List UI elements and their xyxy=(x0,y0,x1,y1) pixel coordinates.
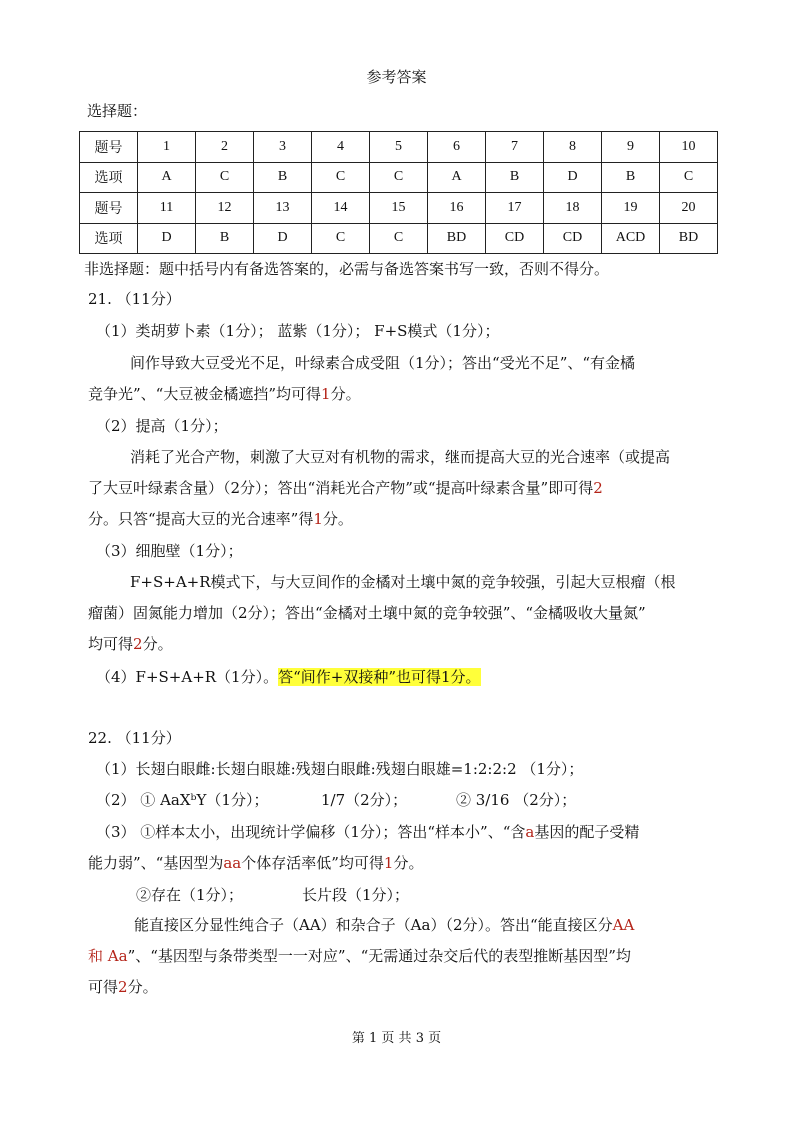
score-number: 1 xyxy=(313,510,323,528)
answer-table xyxy=(79,131,718,254)
table-cell: 11 xyxy=(138,193,196,224)
table-cell: 13 xyxy=(254,193,312,224)
score-number: 1 xyxy=(321,385,331,403)
table-cell: B xyxy=(196,223,254,254)
gene-symbol: AA xyxy=(612,916,635,934)
q21-part1: （1）类胡萝卜素（1分）； 蓝紫（1分）； F+S模式（1分）； xyxy=(96,322,500,340)
q22-part3-line2 xyxy=(88,852,423,873)
text-segment: 分。 xyxy=(393,854,424,872)
table-cell: 17 xyxy=(486,193,544,224)
table-cell: 6 xyxy=(428,132,486,163)
table-cell: 19 xyxy=(602,193,660,224)
gene-symbol: Aa xyxy=(107,947,128,965)
table-cell: 4 xyxy=(312,132,370,163)
table-cell: 10 xyxy=(660,132,718,163)
table-cell: 3 xyxy=(254,132,312,163)
table-cell: BD xyxy=(428,223,486,254)
table-cell: 20 xyxy=(660,193,718,224)
text-segment: （4）F+S+A+R（1分）。 xyxy=(96,668,279,686)
table-cell: 5 xyxy=(370,132,428,163)
text-segment: 个体存活率低”均可得 xyxy=(241,854,384,872)
text-segment: 基因的配子受精 xyxy=(534,823,640,841)
text-segment: 和 xyxy=(88,947,104,965)
q22-part3-explain-line3 xyxy=(88,976,158,997)
table-cell: 12 xyxy=(196,193,254,224)
text-segment: （3） ①样本太小，出现统计学偏移（1分）；答出“样本小”、“含 xyxy=(96,823,526,841)
q21-header: 21. （11分） xyxy=(88,290,181,308)
row-label: 题号 xyxy=(80,193,138,224)
table-cell: ACD xyxy=(602,223,660,254)
table-cell: 1 xyxy=(138,132,196,163)
table-cell: CD xyxy=(544,223,602,254)
text-segment: 分。 xyxy=(142,635,173,653)
q21-part3: （3）细胞壁（1分）； xyxy=(96,542,243,560)
table-cell: D xyxy=(138,223,196,254)
table-row xyxy=(80,223,718,254)
table-cell: B xyxy=(254,162,312,193)
gene-symbol: a xyxy=(525,823,535,841)
q22-header: 22. （11分） xyxy=(88,729,181,747)
q21-part1-explain-line1: 间作导致大豆受光不足，叶绿素合成受阻（1分）；答出“受光不足”、“有金橘 xyxy=(130,354,636,372)
table-cell: D xyxy=(544,162,602,193)
text-segment: 分。只答“提高大豆的光合速率”得 xyxy=(88,510,314,528)
page-title: 参考答案 xyxy=(366,68,427,86)
table-row xyxy=(80,162,718,193)
q21-part2-explain-line1: 消耗了光合产物，刺激了大豆对有机物的需求，继而提高大豆的光合速率（或提高 xyxy=(130,448,671,466)
table-cell: 9 xyxy=(602,132,660,163)
q22-part3-sub2-b: 长片段（1分）； xyxy=(302,886,410,904)
table-cell: B xyxy=(602,162,660,193)
table-cell: 2 xyxy=(196,132,254,163)
table-row xyxy=(80,132,718,163)
q21-part2: （2）提高（1分）； xyxy=(96,417,228,435)
text-segment: ”、“基因型与条带类型一一对应”、“无需通过杂交后代的表型推断基因型”均 xyxy=(127,947,631,965)
nonchoice-note: 非选择题：题中括号内有备选答案的，必需与备选答案书写一致，否则不得分。 xyxy=(84,260,610,278)
table-cell: 8 xyxy=(544,132,602,163)
q21-part2-explain-line3 xyxy=(88,508,353,529)
table-cell: A xyxy=(138,162,196,193)
table-cell: D xyxy=(254,223,312,254)
text-segment: 可得 xyxy=(88,978,119,996)
table-cell: 15 xyxy=(370,193,428,224)
score-number: 2 xyxy=(593,479,603,497)
table-cell: 14 xyxy=(312,193,370,224)
table-cell: B xyxy=(486,162,544,193)
q21-part3-explain-line2: 瘤菌）固氮能力增加（2分）；答出“金橘对土壤中氮的竞争较强”、“金橘吸收大量氮” xyxy=(88,604,646,622)
q22-part3-explain-line1 xyxy=(134,914,634,935)
table-cell: CD xyxy=(486,223,544,254)
q22-part3-explain-line2 xyxy=(88,945,631,966)
text-segment: 了大豆叶绿素含量）（2分）；答出“消耗光合产物”或“提高叶绿素含量”即可得 xyxy=(88,479,594,497)
text-segment: 竞争光”、“大豆被金橘遮挡”均可得 xyxy=(88,385,322,403)
table-cell: C xyxy=(370,162,428,193)
q22-part3-sub2-a: ②存在（1分）； xyxy=(136,886,244,904)
text-segment: 能力弱”、“基因型为 xyxy=(88,854,224,872)
score-number: 2 xyxy=(118,978,128,996)
q22-part2-a: （2） ① AaXᵇY（1分）； xyxy=(96,791,269,809)
q21-part1-explain-line2 xyxy=(88,383,361,404)
text-segment: 均可得 xyxy=(88,635,134,653)
table-row xyxy=(80,193,718,224)
q22-part2-b: 1/7（2分）； xyxy=(321,791,408,809)
table-cell: C xyxy=(196,162,254,193)
row-label: 选项 xyxy=(80,223,138,254)
text-segment: 分。 xyxy=(127,978,158,996)
text-segment: 分。 xyxy=(322,510,353,528)
q21-part4 xyxy=(96,666,481,687)
table-cell: BD xyxy=(660,223,718,254)
table-cell: 7 xyxy=(486,132,544,163)
score-number: 1 xyxy=(383,854,394,872)
page-footer: 第 1 页 共 3 页 xyxy=(351,1031,442,1046)
choice-heading: 选择题： xyxy=(87,102,148,120)
q21-part3-explain-line1: F+S+A+R模式下，与大豆间作的金橘对土壤中氮的竞争较强，引起大豆根瘤（根 xyxy=(130,573,676,591)
table-cell: C xyxy=(312,162,370,193)
table-cell: C xyxy=(312,223,370,254)
q22-part1: （1）长翅白眼雌:长翅白眼雄:残翅白眼雌:残翅白眼雄=1:2:2:2 （1分）； xyxy=(96,760,584,778)
table-cell: C xyxy=(370,223,428,254)
table-cell: 18 xyxy=(544,193,602,224)
table-cell: C xyxy=(660,162,718,193)
text-segment: 分。 xyxy=(330,385,361,403)
q22-part3-line1 xyxy=(96,821,639,842)
highlighted-note: 答“间作+双接种”也可得1分。 xyxy=(278,668,481,686)
table-cell: A xyxy=(428,162,486,193)
q22-part2-c: ② 3/16 （2分）； xyxy=(456,791,577,809)
text-segment: 能直接区分显性纯合子（AA）和杂合子（Aa）（2分）。答出“能直接区分 xyxy=(134,916,613,934)
gene-symbol: aa xyxy=(223,854,242,872)
row-label: 选项 xyxy=(80,162,138,193)
row-label: 题号 xyxy=(80,132,138,163)
table-cell: 16 xyxy=(428,193,486,224)
score-number: 2 xyxy=(133,635,143,653)
q21-part2-explain-line2 xyxy=(88,477,603,498)
q21-part3-explain-line3 xyxy=(88,633,173,654)
